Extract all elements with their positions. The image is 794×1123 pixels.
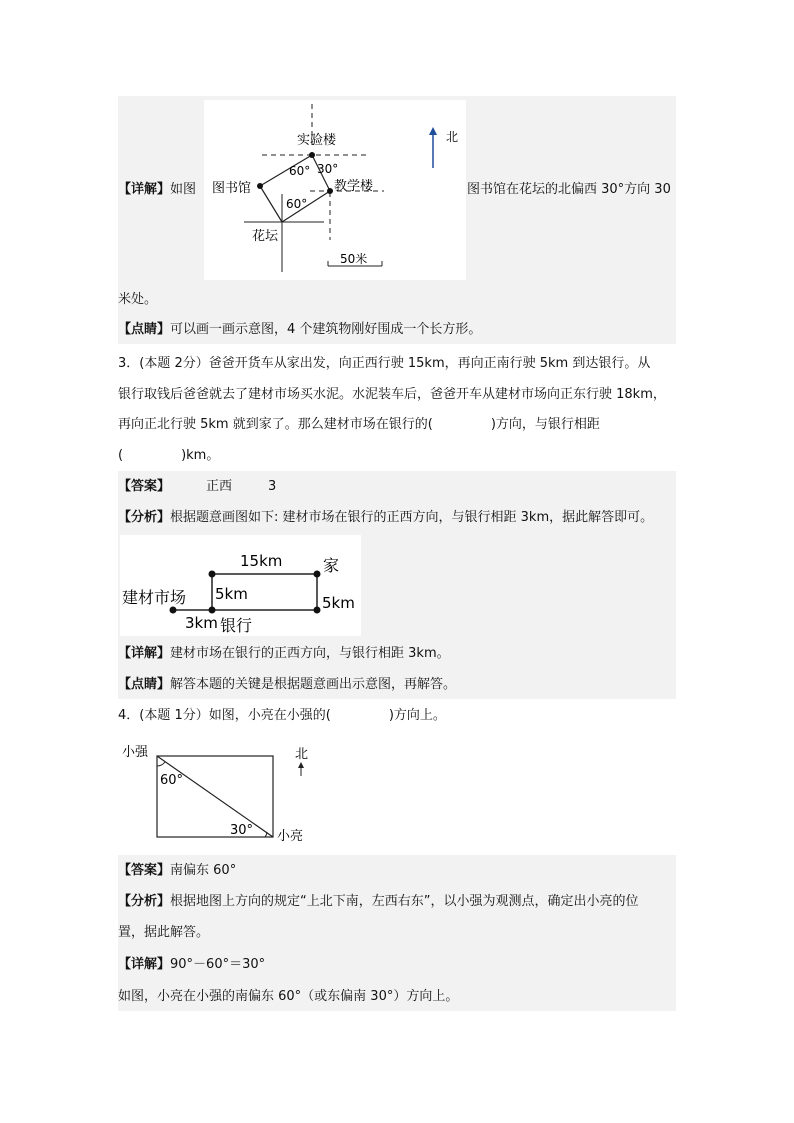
detail-tag: 【详解】 bbox=[118, 646, 171, 661]
analysis-tag: 【分析】 bbox=[118, 894, 171, 909]
library-label: 图书馆 bbox=[212, 181, 252, 196]
home-label: 家 bbox=[323, 556, 340, 575]
q3-figure bbox=[120, 535, 361, 636]
q3-detail-line bbox=[118, 645, 450, 663]
angle-60b-label: 60° bbox=[286, 197, 308, 211]
lab-point bbox=[309, 152, 315, 158]
q3-stem-line3: 再向正北行驶 5km 就到家了。那么建材市场在银行的( )方向，与银行相距 bbox=[118, 417, 600, 432]
answer-value-2: 3 bbox=[268, 479, 277, 494]
right-distance-label: 5km bbox=[322, 594, 355, 612]
teaching-point bbox=[327, 188, 333, 194]
library-point bbox=[257, 183, 263, 189]
q3-analysis-line bbox=[118, 509, 653, 527]
hint-tag: 【点睛】 bbox=[118, 322, 171, 337]
detail-text: 建材市场在银行的正西方向，与银行相距 3km。 bbox=[170, 646, 450, 661]
hint-text: 可以画一画示意图，4 个建筑物刚好围成一个长方形。 bbox=[170, 322, 482, 337]
xiaoliang-label: 小亮 bbox=[277, 829, 304, 844]
angle-60-label: 60° bbox=[289, 164, 311, 178]
q3-stem-line2: 银行取钱后爸爸就去了建材市场买水泥。水泥装车后，爸爸开车从建材市场向正东行驶 18km， bbox=[118, 387, 666, 402]
q3-stem-line1: 3．(本题 2分）爸爸开货车从家出发，向正西行驶 15km，再向正南行驶 5km 到达银行。从 bbox=[118, 356, 651, 371]
answer-value-1: 正西 bbox=[206, 479, 233, 494]
angle-30-label: 30° bbox=[317, 162, 339, 176]
hint-text: 解答本题的关键是根据题意画出示意图，再解答。 bbox=[170, 677, 457, 692]
q2-detail-cont: 米处。 bbox=[118, 292, 158, 307]
bank-point bbox=[209, 607, 216, 614]
q2-hint-line bbox=[118, 321, 481, 339]
market-point bbox=[170, 607, 177, 614]
q3-hint-line bbox=[118, 676, 456, 694]
q3-answer-line bbox=[118, 478, 276, 496]
bank-label: 银行 bbox=[220, 616, 253, 635]
left-distance-label: 5km bbox=[215, 585, 248, 603]
detail-text: 90°－60°＝30° bbox=[170, 957, 266, 972]
north-label: 北 bbox=[446, 130, 459, 144]
q3-stem-line4: ( )km。 bbox=[118, 448, 220, 463]
analysis-tag: 【分析】 bbox=[118, 510, 171, 525]
q4-analysis-line1 bbox=[118, 893, 639, 911]
q4-conclusion-line: 如图，小亮在小强的南偏东 60°（或东偏南 30°）方向上。 bbox=[118, 989, 459, 1004]
analysis-text: 根据题意画图如下: 建材市场在银行的正西方向，与银行相距 3km，据此解答即可。 bbox=[170, 510, 654, 525]
q4-analysis-line2: 置，据此解答。 bbox=[118, 925, 210, 940]
q4-figure bbox=[118, 738, 318, 846]
xiaoqiang-label: 小强 bbox=[122, 745, 149, 760]
sightline bbox=[157, 756, 273, 837]
garden-label: 花坛 bbox=[252, 229, 279, 244]
detail-tag: 【详解】 bbox=[118, 182, 171, 197]
q4-answer-line bbox=[118, 862, 236, 880]
analysis-text: 根据地图上方向的规定“上北下南，左西右东”，以小强为观测点，确定出小亮的位 bbox=[170, 894, 639, 909]
q2-detail-line bbox=[118, 181, 196, 199]
q4-detail-line bbox=[118, 956, 265, 974]
answer-tag: 【答案】 bbox=[118, 863, 171, 878]
teaching-label: 教学楼 bbox=[334, 179, 374, 194]
q2-figure bbox=[204, 100, 466, 280]
answer-tag: 【答案】 bbox=[118, 479, 171, 494]
angle-60-label: 60° bbox=[160, 773, 184, 788]
q2-diagram bbox=[204, 100, 466, 280]
market-label: 建材市场 bbox=[122, 588, 187, 607]
scale-label: 50米 bbox=[340, 252, 368, 266]
detail-tag: 【详解】 bbox=[118, 957, 171, 972]
detail-lead: 如图 bbox=[170, 182, 197, 197]
q4-stem-line: 4．(本题 1分）如图，小亮在小强的( )方向上。 bbox=[118, 708, 446, 723]
hint-tag: 【点睛】 bbox=[118, 677, 171, 692]
angle-30-label: 30° bbox=[230, 823, 254, 838]
lab-label: 实验楼 bbox=[297, 133, 337, 148]
q2-detail-tail: 图书馆在花坛的北偏西 30°方向 30 bbox=[467, 182, 671, 197]
q4-diagram bbox=[118, 738, 318, 846]
answer-text: 南偏东 60° bbox=[170, 863, 237, 878]
north-label: 北 bbox=[295, 747, 309, 762]
q3-diagram bbox=[120, 535, 361, 636]
home-point bbox=[314, 571, 321, 578]
bottom-distance-label: 3km bbox=[185, 614, 218, 632]
top-distance-label: 15km bbox=[240, 552, 283, 570]
